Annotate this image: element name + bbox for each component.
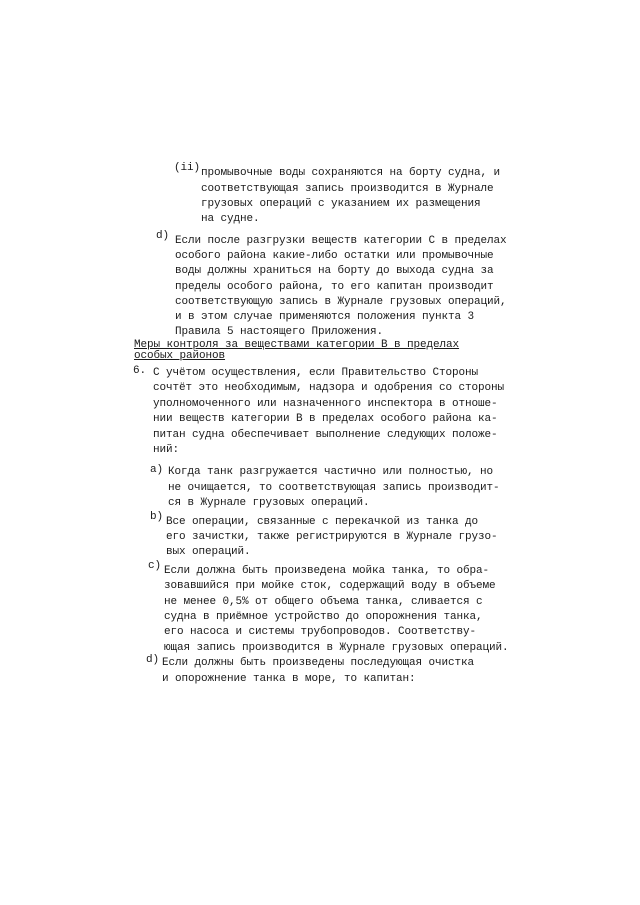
item-d-category-c-line-4: пределы особого района, то его капитан производит xyxy=(175,281,494,293)
paragraph-6-line-5: питан судна обеспечивает выполнение следующих положе- xyxy=(153,429,498,441)
item-d-category-c-line-6: и в этом случае применяются положения пункта 3 xyxy=(175,311,475,323)
paragraph-6-line-4: нии веществ категории В в пределах особого района ка- xyxy=(153,413,498,425)
item-b-line-2: его зачистки, также регистрируются в Журнале грузо- xyxy=(166,531,498,543)
item-a-marker: a) xyxy=(150,464,164,476)
item-c-line-6: ющая запись производится в Журнале грузовых операций. xyxy=(164,642,509,654)
item-c-line-1: Если должна быть произведена мойка танка, то обра- xyxy=(164,565,490,577)
item-ii-marker: (ii) xyxy=(174,162,201,174)
item-ii-line-1: промывочные воды сохраняются на борту судна, и xyxy=(201,167,501,179)
item-d-category-c-line-7: Правила 5 настоящего Приложения. xyxy=(175,326,384,338)
item-c-marker: c) xyxy=(148,560,162,572)
item-b-line-3: вых операций. xyxy=(166,546,251,558)
section-heading-line-1: Меры контроля за веществами категории В в пределах xyxy=(134,339,460,351)
item-a-line-1: Когда танк разгружается частично или полностью, но xyxy=(168,466,494,478)
item-d-category-c-line-3: воды должны храниться на борту до выхода судна за xyxy=(175,265,494,277)
item-b-marker: b) xyxy=(150,511,164,523)
item-d-category-c-line-2: особого района какие-либо остатки или промывочные xyxy=(175,250,494,262)
item-a-line-2: не очищается, то соответствующая запись производит- xyxy=(168,482,500,494)
item-c-line-4: судна в приёмное устройство до опорожнения танка, xyxy=(164,611,483,623)
item-b-line-1: Все операции, связанные с перекачкой из танка до xyxy=(166,516,479,528)
item-c-line-3: не менее 0,5% от общего объема танка, сливается с xyxy=(164,596,483,608)
paragraph-6-number: 6. xyxy=(133,365,147,377)
item-d-tank-cleaning-line-2: и опорожнение танка в море, то капитан: xyxy=(162,673,416,685)
item-d-category-c-line-5: соответствующую запись в Журнале грузовых операций, xyxy=(175,296,507,308)
item-ii-line-4: на судне. xyxy=(201,213,260,225)
item-d-tank-cleaning-line-1: Если должны быть произведены последующая очистка xyxy=(162,657,475,669)
item-d-tank-cleaning-marker: d) xyxy=(146,654,160,666)
paragraph-6-line-2: сочтёт это необходимым, надзора и одобрения со стороны xyxy=(153,382,505,394)
paragraph-6-line-3: уполномоченного или назначенного инспектора в отноше- xyxy=(153,398,498,410)
item-ii-line-3: грузовых операций с указанием их размещения xyxy=(201,198,481,210)
item-c-line-2: зовавшийся при мойке сток, содержащий воду в объеме xyxy=(164,580,496,592)
item-d-category-c-line-1: Если после разгрузки веществ категории С в пределах xyxy=(175,235,507,247)
section-heading-line-2: особых районов xyxy=(134,350,226,362)
item-c-line-5: его насоса и системы трубопроводов. Соответству- xyxy=(164,626,477,638)
item-d-category-c-marker: d) xyxy=(156,230,170,242)
paragraph-6-line-1: С учётом осуществления, если Правительство Стороны xyxy=(153,367,479,379)
paragraph-6-line-6: ний: xyxy=(153,444,180,456)
item-ii-line-2: соответствующая запись производится в Журнале xyxy=(201,183,494,195)
item-a-line-3: ся в Журнале грузовых операций. xyxy=(168,497,370,509)
